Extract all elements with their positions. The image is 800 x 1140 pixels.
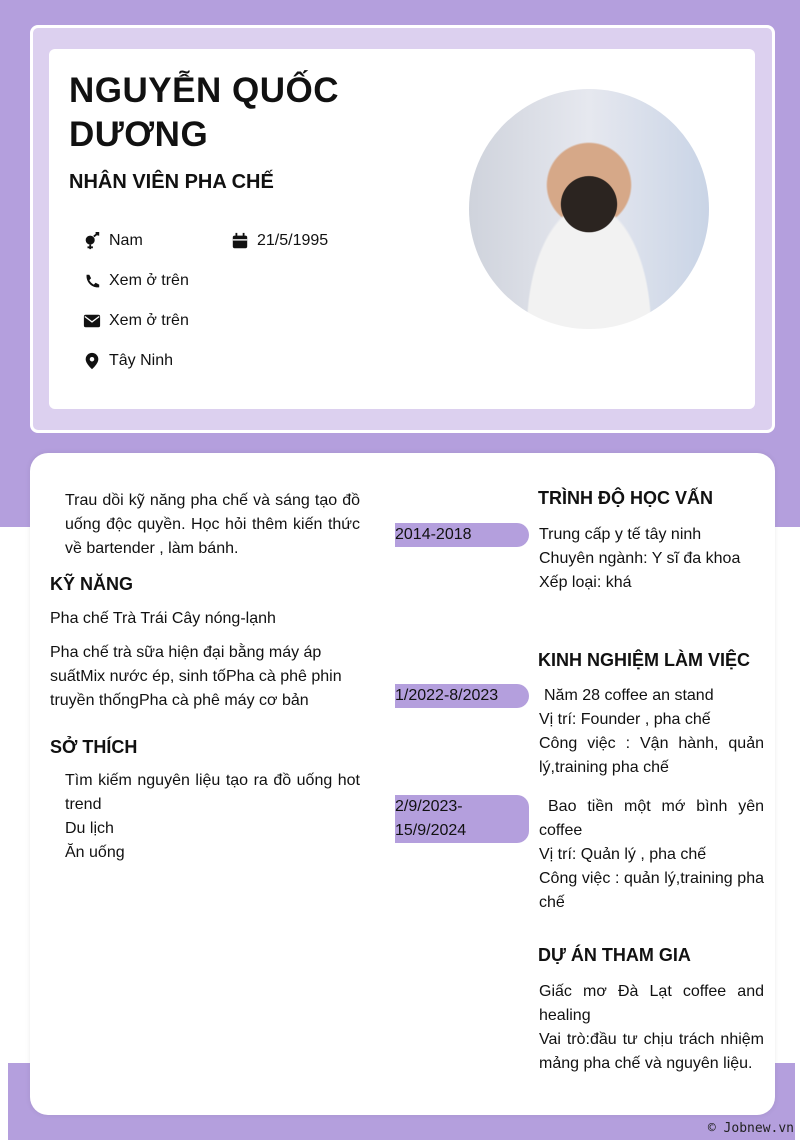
dob-row: [231, 232, 328, 250]
experience-period: 1/2022-8/2023: [395, 684, 529, 708]
experience-work: Công việc : Vận hành, quản lý,training pha chế: [539, 735, 764, 776]
header-card: [49, 49, 755, 409]
experience-role: Vị trí: Founder , pha chế: [539, 711, 711, 728]
skill-item: Pha chế trà sữa hiện đại bằng máy áp suấtMix nước ép, sinh tốPha cà phê phin truyền thốngPha cà phê máy cơ bản: [50, 644, 342, 709]
phone-row: [83, 272, 189, 290]
job-title: NHÂN VIÊN PHA CHẾ: [69, 171, 274, 193]
projects-heading: DỰ ÁN THAM GIA: [538, 945, 691, 965]
hobby-item: Tìm kiếm nguyên liệu tạo ra đồ uống hot trend: [65, 772, 360, 813]
experience-company: Bao tiền một mớ bình yên coffee: [539, 798, 764, 839]
resume-body: [30, 453, 775, 1115]
hobbies-heading: SỞ THÍCH: [50, 737, 138, 757]
gender-value: Nam: [109, 232, 143, 249]
skills-heading: KỸ NĂNG: [50, 574, 134, 594]
phone-value: Xem ở trên: [109, 272, 189, 289]
calendar-icon: [231, 232, 249, 250]
career-objective: Trau dồi kỹ năng pha chế và sáng tạo đồ uống độc quyền. Học hỏi thêm kiến thức về bartender , làm bánh.: [65, 492, 360, 557]
skill-item: Pha chế Trà Trái Cây nóng-lạnh: [50, 610, 276, 627]
phone-icon: [83, 272, 101, 290]
dob-value: 21/5/1995: [257, 232, 329, 249]
education-grade: Xếp loại: khá: [539, 574, 632, 591]
experience-work: Công việc : quản lý,training pha chế: [539, 870, 764, 911]
gender-icon: [83, 232, 101, 250]
education-period: 2014-2018: [395, 523, 529, 547]
experience-company: Năm 28 coffee an stand: [544, 687, 714, 704]
email-row: [83, 312, 189, 330]
education-major: Chuyên ngành: Y sĩ đa khoa: [539, 550, 741, 567]
education-heading: TRÌNH ĐỘ HỌC VẤN: [538, 488, 713, 508]
experience-period: 2/9/2023-15/9/2024: [395, 795, 529, 843]
address-value: Tây Ninh: [109, 352, 174, 369]
email-value: Xem ở trên: [109, 312, 189, 329]
experience-role: Vị trí: Quản lý , pha chế: [539, 846, 707, 863]
header-frame: [30, 25, 775, 433]
address-row: [83, 352, 173, 370]
copyright: © Jobnew.vn: [707, 1121, 794, 1136]
project-role: Vai trò:đầu tư chịu trách nhiệm mảng pha chế và nguyên liệu.: [539, 1031, 764, 1072]
gender-row: [83, 232, 143, 250]
education-school: Trung cấp y tế tây ninh: [539, 526, 702, 543]
hobby-item: Du lịch: [65, 820, 114, 837]
candidate-name: NGUYỄN QUỐC DƯƠNG: [69, 71, 339, 154]
experience-heading: KINH NGHIỆM LÀM VIỆC: [538, 650, 751, 670]
envelope-icon: [83, 312, 101, 330]
hobby-item: Ăn uống: [65, 844, 125, 861]
project-name: Giấc mơ Đà Lạt coffee and healing: [539, 983, 764, 1024]
profile-photo: [469, 89, 709, 329]
location-pin-icon: [83, 352, 101, 370]
